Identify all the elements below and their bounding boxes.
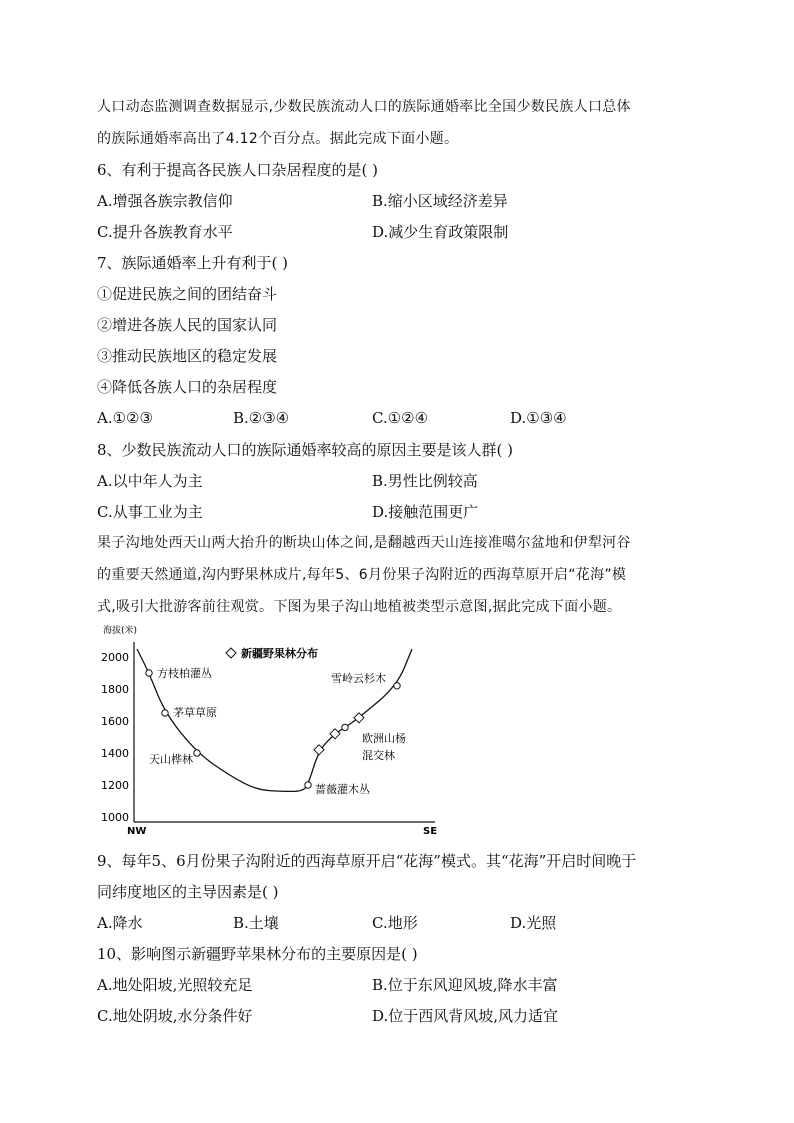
y-axis-title: 海拔(米) — [103, 626, 138, 636]
label-grass-steppe: 茅草草原 — [173, 706, 217, 719]
label-aspen-mixed-forest-2: 混交林 — [362, 749, 395, 762]
q7-stem: 7、族际通婚率上升有利于( ) — [97, 254, 289, 272]
q10-option-a: A.地处阳坡,光照较充足 — [97, 976, 253, 994]
q6-option-a: A.增强各族宗教信仰 — [97, 192, 233, 210]
q6-stem: 6、有利于提高各民族人口杂居程度的是( ) — [97, 161, 379, 179]
q8-stem: 8、少数民族流动人口的族际通婚率较高的原因主要是该人群( ) — [97, 441, 514, 459]
vegetation-point-marker — [394, 683, 400, 689]
q9-option-c: C.地形 — [372, 914, 418, 932]
passage2-line2: 的重要天然通道,沟内野果林成片,每年5、6月份果子沟附近的西海草原开启“花海”模 — [97, 567, 627, 583]
label-rose-shrub: 蔷薇灌木丛 — [315, 783, 370, 796]
label-spruce-forest: 雪岭云杉木 — [331, 672, 386, 685]
vegetation-point-marker — [194, 750, 200, 756]
legend-label: 新疆野果林分布 — [241, 647, 318, 660]
label-birch-forest: 天山桦林 — [149, 753, 193, 766]
legend-diamond-icon — [226, 648, 236, 658]
q8-option-c: C.从事工业为主 — [97, 503, 203, 521]
vegetation-point-marker — [162, 710, 168, 716]
q10-option-c: C.地处阴坡,水分条件好 — [97, 1007, 253, 1025]
passage1-line1: 人口动态监测调查数据显示,少数民族流动人口的族际通婚率比全国少数民族人口总体 — [97, 99, 631, 115]
q10-option-b: B.位于东风迎风坡,降水丰富 — [372, 976, 558, 994]
x-axis-se-label: SE — [423, 826, 438, 837]
y-tick-label: 1200 — [101, 779, 129, 792]
vegetation-point-marker — [305, 782, 311, 788]
label-aspen-mixed-forest-1: 欧洲山杨 — [362, 732, 406, 745]
passage2-line3: 式,吸引大批游客前往观赏。下图为果子沟山地植被类型示意图,据此完成下面小题。 — [97, 599, 622, 615]
q7-statement-3: ③推动民族地区的稳定发展 — [97, 347, 278, 365]
q7-statement-2: ②增进各族人民的国家认同 — [97, 316, 278, 334]
q10-stem: 10、影响图示新疆野苹果林分布的主要原因是( ) — [97, 945, 418, 963]
x-axis-nw-label: NW — [127, 826, 147, 837]
passage2-line1: 果子沟地处西天山两大抬升的断块山体之间,是翻越西天山连接准噶尔盆地和伊犁河谷 — [97, 535, 631, 551]
q9-stem-line1: 9、每年5、6月份果子沟附近的西海草原开启“花海”模式。其“花海”开启时间晚于 — [97, 852, 637, 870]
y-tick-label: 1400 — [101, 747, 129, 760]
q7-option-b: B.②③④ — [233, 409, 290, 427]
vegetation-point-marker — [342, 724, 348, 730]
q7-statement-4: ④降低各族人口的杂居程度 — [97, 378, 278, 396]
q9-stem-line2: 同纬度地区的主导因素是( ) — [97, 883, 279, 901]
q8-option-a: A.以中年人为主 — [97, 472, 203, 490]
y-tick-label: 1800 — [101, 683, 129, 696]
label-juniper-shrub: 方枝柏灌丛 — [157, 667, 212, 680]
vegetation-point-marker — [146, 670, 152, 676]
q7-option-a: A.①②③ — [97, 409, 153, 427]
q8-option-d: D.接触范围更广 — [372, 503, 479, 521]
vegetation-profile-chart — [97, 622, 442, 840]
passage1-line2: 的族际通婚率高出了4.12个百分点。据此完成下面小题。 — [97, 131, 459, 147]
q7-option-d: D.①③④ — [510, 409, 567, 427]
y-tick-label: 2000 — [101, 651, 129, 664]
q9-option-d: D.光照 — [510, 914, 557, 932]
q9-option-b: B.土壤 — [233, 914, 279, 932]
q8-option-b: B.男性比例较高 — [372, 472, 478, 490]
y-tick-label: 1600 — [101, 715, 129, 728]
q7-option-c: C.①②④ — [372, 409, 429, 427]
q7-statement-1: ①促进民族之间的团结奋斗 — [97, 285, 278, 303]
vegetation-profile-figure — [97, 622, 442, 840]
y-tick-label: 1000 — [101, 811, 129, 824]
q10-option-d: D.位于西风背风坡,风力适宜 — [372, 1007, 559, 1025]
q6-option-b: B.缩小区域经济差异 — [372, 192, 508, 210]
q6-option-d: D.减少生育政策限制 — [372, 223, 509, 241]
q6-option-c: C.提升各族教育水平 — [97, 223, 233, 241]
q9-option-a: A.降水 — [97, 914, 143, 932]
